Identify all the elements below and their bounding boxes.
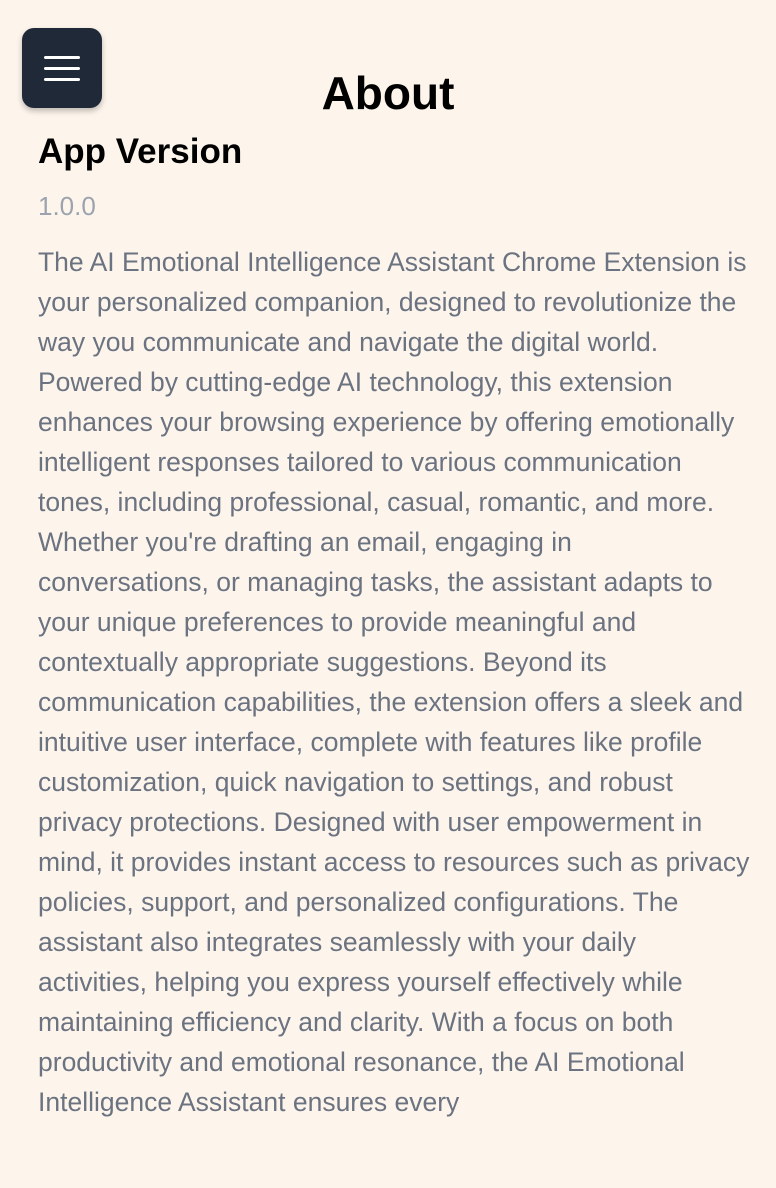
app-description: The AI Emotional Intelligence Assistant Chrome Extension is your personalized companion, designed to revolutionize the way you communicate and navigate the digital world. Powered by cutting-edge AI technology, this extension enhances your browsing experience by offering emotionally intelligent responses tailored to various communication tones, including professional, casual, romantic, and more. Whether you're drafting an email, engaging in conversations, or managing tasks, the assistant adapts to your unique preferences to provide meaningful and contextually appropriate suggestions. Beyond its communication capabilities, the extension offers a sleek and intuitive user interface, complete with features like profile customization, quick navigation to settings, and robust privacy protections. Designed with user empowerment in mind, it provides instant access to resources such as privacy policies, support, and personalized configurations. The assistant also integrates seamlessly with your daily activities, helping you express yourself effectively while maintaining efficiency and clarity. With a focus on both productivity and emotional resonance, the AI Emotional Intelligence Assistant ensures every bbox=[38, 247, 750, 1117]
about-content bbox=[38, 128, 750, 1122]
hamburger-menu-icon bbox=[44, 56, 80, 59]
app-version-value: 1.0.0 bbox=[38, 191, 96, 221]
page-title: About bbox=[321, 67, 455, 119]
app-version-heading: App Version bbox=[38, 132, 243, 171]
